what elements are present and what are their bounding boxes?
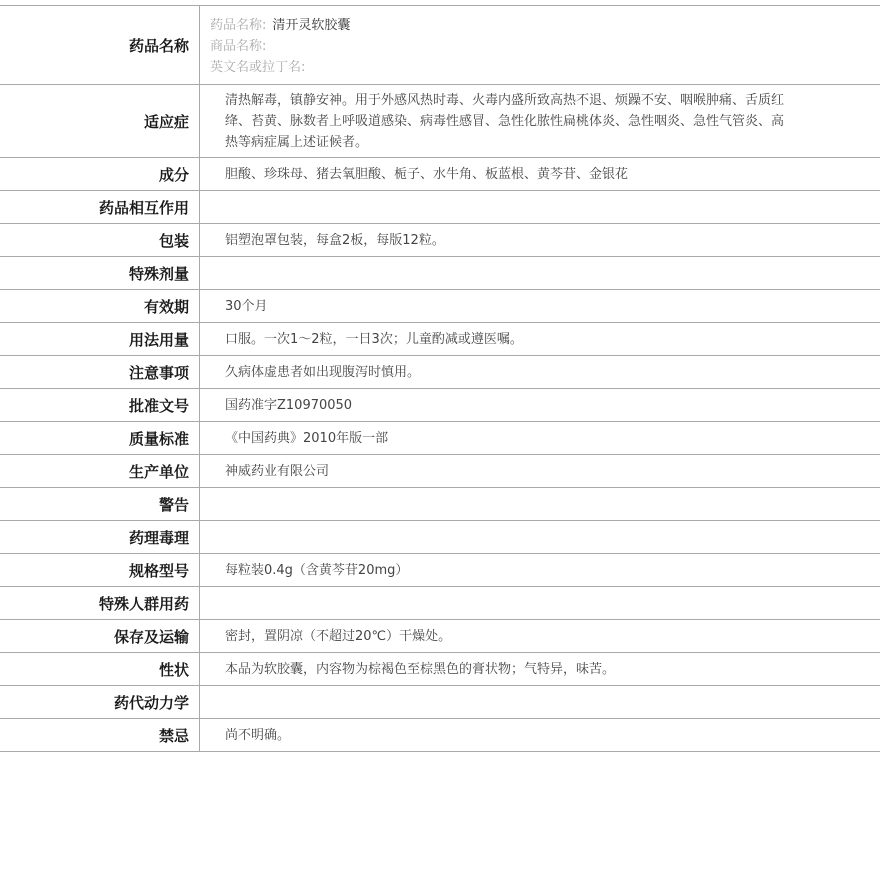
row-label: 禁忌 [0,719,200,751]
table-row [0,422,880,455]
table-row [0,620,880,653]
row-value: 密封，置阴凉（不超过20℃）干燥处。 [225,628,452,644]
table-row [0,389,880,422]
row-value: 每粒装0.4g（含黄芩苷20mg） [225,562,409,578]
table-row [0,455,880,488]
rows-container [0,85,880,752]
table-row [0,191,880,224]
table-row [0,290,880,323]
row-value [200,257,880,289]
table-row [0,521,880,554]
generic-name-line [210,15,880,36]
row-value: 国药准字Z10970050 [225,397,353,413]
row-value: 久病体虚患者如出现腹泻时慎用。 [225,364,421,380]
row-label: 质量标准 [0,422,200,454]
row-label: 规格型号 [0,554,200,586]
row-value [200,191,880,223]
table-row [0,587,880,620]
row-value: 铝塑泡罩包装，每盒2板，每版12粒。 [225,232,445,248]
row-label: 适应症 [0,85,200,157]
table-row [0,554,880,587]
table-row [0,257,880,290]
row-value [200,587,880,619]
row-value [200,488,880,520]
row-value: 《中国药典》2010年版一部 [225,430,389,446]
row-label: 药代动力学 [0,686,200,718]
row-value: 30个月 [225,298,268,314]
table-row [0,356,880,389]
row-label: 成分 [0,158,200,190]
table-row [0,653,880,686]
generic-name-label: 药品名称: [210,18,267,33]
row-label: 生产单位 [0,455,200,487]
row-value: 神威药业有限公司 [225,463,330,479]
trade-name-label: 商品名称: [210,39,267,54]
table-row [0,488,880,521]
row-label: 包装 [0,224,200,256]
table-row [0,224,880,257]
row-label: 药品相互作用 [0,191,200,223]
row-label: 批准文号 [0,389,200,421]
row-label: 药品名称 [0,6,200,84]
row-value: 尚不明确。 [225,727,291,743]
row-value: 清热解毒，镇静安神。用于外感风热时毒、火毒内盛所致高热不退、烦躁不安、咽喉肿痛、舌质红绛、苔黄、脉数者上呼吸道感染、病毒性感冒、急性化脓性扁桃体炎、急性咽炎、急性气管炎、高热等病症属上述证候者。 [225,92,785,150]
row-label: 用法用量 [0,323,200,355]
table-row [0,686,880,719]
row-value: 口服。一次1～2粒，一日3次；儿童酌减或遵医嘱。 [225,331,523,347]
row-label: 性状 [0,653,200,685]
table-row [0,719,880,752]
row-label: 注意事项 [0,356,200,388]
table-row [0,85,880,158]
row-value [200,521,880,553]
row-value [200,686,880,718]
row-label: 药理毒理 [0,521,200,553]
row-value: 胆酸、珍珠母、猪去氧胆酸、栀子、水牛角、板蓝根、黄芩苷、金银花 [225,166,629,182]
drug-info-table [0,5,880,752]
row-label: 有效期 [0,290,200,322]
generic-name-value: 清开灵软胶囊 [272,18,351,33]
table-row-drug-name [0,6,880,85]
english-name-label: 英文名或拉丁名: [210,60,306,75]
row-label: 特殊剂量 [0,257,200,289]
row-label: 特殊人群用药 [0,587,200,619]
row-value: 本品为软胶囊，内容物为棕褐色至棕黑色的膏状物；气特异，味苦。 [225,661,616,677]
row-label: 警告 [0,488,200,520]
row-label: 保存及运输 [0,620,200,652]
table-row [0,323,880,356]
english-name-line [210,57,880,78]
trade-name-line [210,36,880,57]
drug-name-block [200,6,880,84]
table-row [0,158,880,191]
